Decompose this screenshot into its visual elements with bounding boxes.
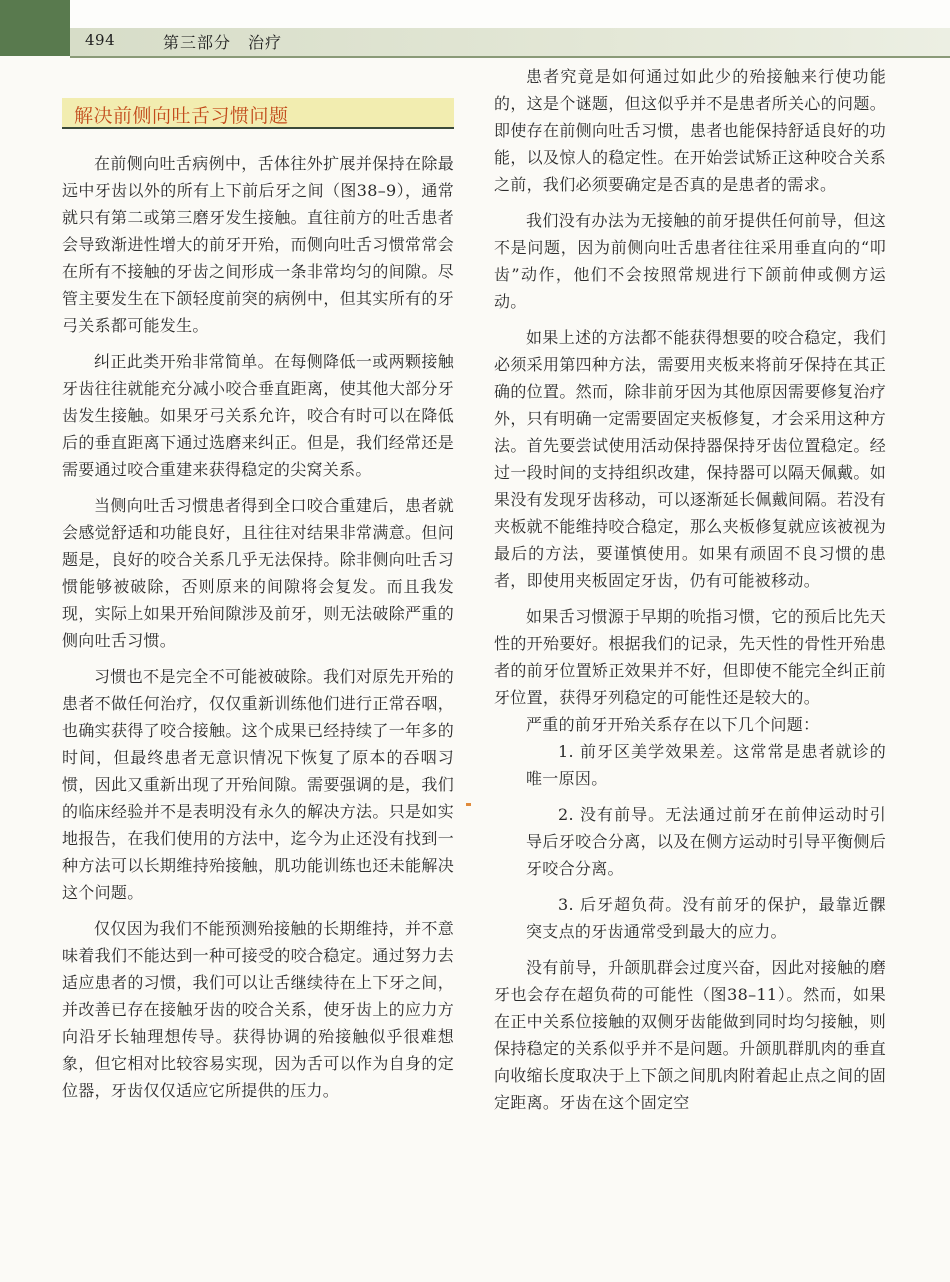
paragraph: 当侧向吐舌习惯患者得到全口咬合重建后，患者就会感觉舒适和功能良好，且往往对结果非常满意。但问题是，良好的咬合关系几乎无法保持。除非侧向吐舌习惯能够被破除，否则原来的间隙将会复发。而且我发现，实际上如果开殆间隙涉及前牙，则无法破除严重的侧向吐舌习惯。 <box>62 496 454 650</box>
header-rule <box>70 56 950 58</box>
running-head: 第三部分 治疗 <box>163 33 283 52</box>
paragraph: 如果上述的方法都不能获得想要的咬合稳定，我们必须采用第四种方法，需要用夹板来将前牙保持在其正确的位置。然而，除非前牙因为其他原因需要修复治疗外，只有明确一定需要固定夹板修复，才会采用这种方法。首先要尝试使用活动保持器保持牙齿位置稳定。经过一段时间的支持组织改建，保持器可以隔天佩戴。如果没有发现牙齿移动，可以逐渐延长佩戴间隔。若没有夹板就不能维持咬合稳定，那么夹板修复就应该被视为最后的方法，要谨慎使用。如果有顽固不良习惯的患者，即使用夹板固定牙齿，仍有可能被移动。 <box>494 328 886 590</box>
paragraph: 仅仅因为我们不能预测殆接触的长期维持，并不意味着我们不能达到一种可接受的咬合稳定。通过努力去适应患者的习惯，我们可以让舌继续待在上下牙之间，并改善已存在接触牙齿的咬合关系，使牙齿上的应力方向沿牙长轴理想传导。获得协调的殆接触似乎很难想象，但它相对比较容易实现，因为舌可以作为自身的定位器，牙齿仅仅适应它所提供的压力。 <box>62 919 454 1100</box>
page-number: 494 <box>85 31 116 49</box>
section-title-rule <box>62 127 454 129</box>
left-column <box>62 150 454 1104</box>
paragraph: 习惯也不是完全不可能被破除。我们对原先开殆的患者不做任何治疗，仅仅重新训练他们进行正常吞咽，也确实获得了咬合接触。这个成果已经持续了一年多的时间，但最终患者无意识情况下恢复了原本的吞咽习惯，因此又重新出现了开殆间隙。需要强调的是，我们的临床经验并不是表明没有永久的解决方法。只是如实地报告，在我们使用的方法中，迄今为止还没有找到一种方法可以长期维持殆接触，肌功能训练也还未能解决这个问题。 <box>62 667 454 902</box>
list-intro: 严重的前牙开殆关系存在以下几个问题： <box>526 715 820 734</box>
list-item: 3. 后牙超负荷。没有前牙的保护，最靠近髁突支点的牙齿通常受到最大的应力。 <box>526 895 886 941</box>
margin-mark <box>466 803 471 806</box>
list-item: 1. 前牙区美学效果差。这常常是患者就诊的唯一原因。 <box>526 742 886 788</box>
section-title: 解决前侧向吐舌习惯问题 <box>74 105 289 127</box>
header-color-tab <box>0 0 70 56</box>
paragraph: 在前侧向吐舌病例中，舌体往外扩展并保持在除最远中牙齿以外的所有上下前后牙之间（图38–9），通常就只有第二或第三磨牙发生接触。直往前方的吐舌患者会导致渐进性增大的前牙开殆，而侧向吐舌习惯常常会在所有不接触的牙齿之间形成一条非常均匀的间隙。尽管主要发生在下颌轻度前突的病例中，但其实所有的牙弓关系都可能发生。 <box>62 154 454 335</box>
paragraph: 如果舌习惯源于早期的吮指习惯，它的预后比先天性的开殆要好。根据我们的记录，先天性的骨性开殆患者的前牙位置矫正效果并不好，但即使不能完全纠正前牙位置，获得牙列稳定的可能性还是较大的。 <box>494 607 886 707</box>
paragraph: 没有前导，升颌肌群会过度兴奋，因此对接触的磨牙也会存在超负荷的可能性（图38–11）。然而，如果在正中关系位接触的双侧牙齿能做到同时均匀接触，则保持稳定的关系似乎并不是问题。升颌肌群肌肉的垂直向收缩长度取决于上下颌之间肌肉附着起止点之间的固定距离。牙齿在这个固定空 <box>494 958 886 1112</box>
right-column <box>494 63 886 1116</box>
list-item: 2. 没有前导。无法通过前牙在前伸运动时引导后牙咬合分离，以及在侧方运动时引导平衡侧后牙咬合分离。 <box>526 805 886 878</box>
paragraph: 纠正此类开殆非常简单。在每侧降低一或两颗接触牙齿往往就能充分减小咬合垂直距离，使其他大部分牙齿发生接触。如果牙弓关系允许，咬合有时可以在降低后的垂直距离下通过选磨来纠正。但是，我们经常还是需要通过咬合重建来获得稳定的尖窝关系。 <box>62 352 454 479</box>
paragraph: 患者究竟是如何通过如此少的殆接触来行使功能的，这是个谜题，但这似乎并不是患者所关心的问题。即使存在前侧向吐舌习惯，患者也能保持舒适良好的功能，以及惊人的稳定性。在开始尝试矫正这种咬合关系之前，我们必须要确定是否真的是患者的需求。 <box>494 67 886 194</box>
page-header <box>0 0 950 56</box>
paragraph: 我们没有办法为无接触的前牙提供任何前导，但这不是问题，因为前侧向吐舌患者往往采用垂直向的“叩齿”动作，他们不会按照常规进行下颌前伸或侧方运动。 <box>494 211 886 311</box>
